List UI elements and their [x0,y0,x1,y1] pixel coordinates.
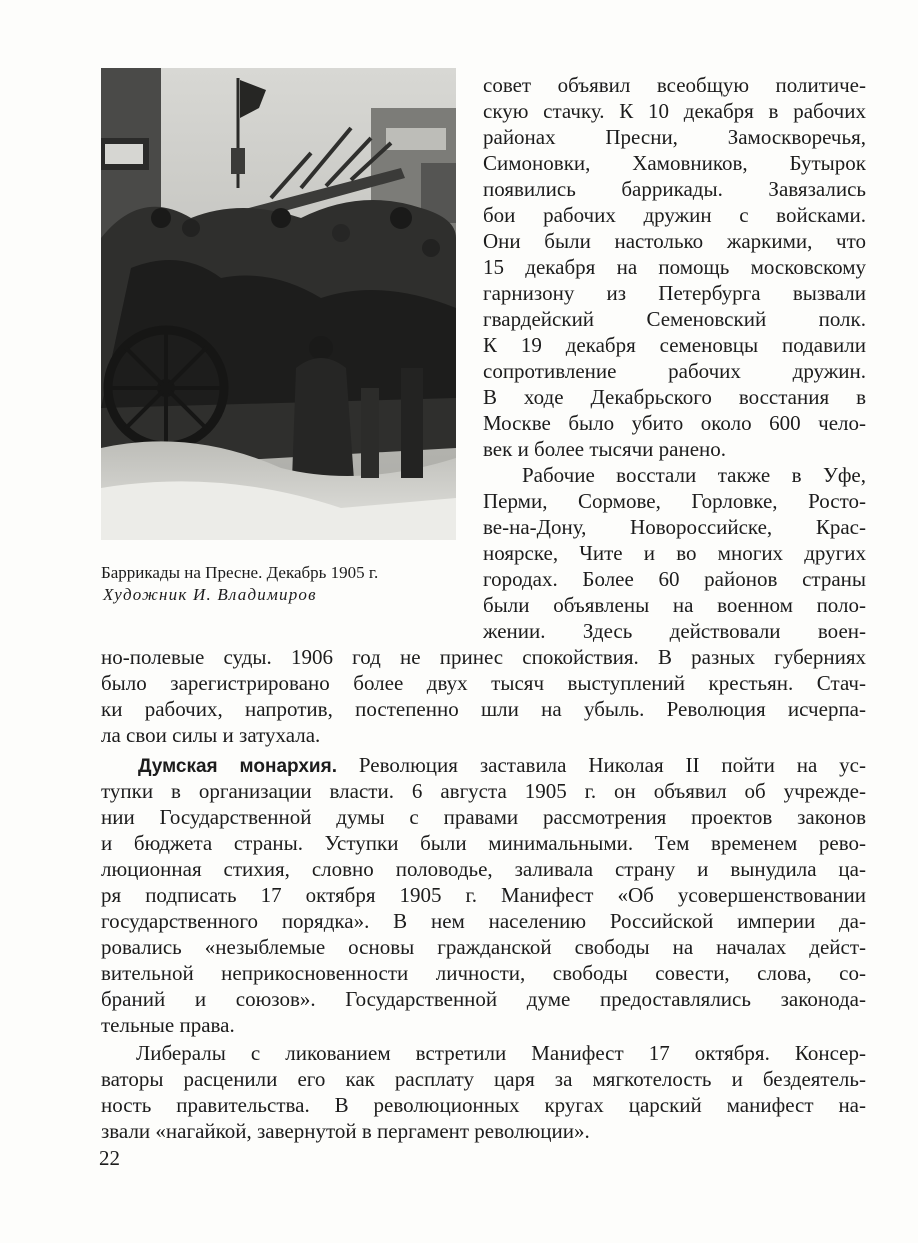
section-first-line-text: Революция заставила Николая II пойти на ус- [358,753,866,777]
column-text-line: районах Пресни, Замоскворечья, [483,125,866,149]
body-text-line: но-полевые суды. 1906 год не принес спокойствия. В разных губерниях [101,645,866,669]
column-text-line: 15 декабря на помощь московскому [483,255,866,279]
body-text-line: люционная стихия, словно половодье, заливала страну и вынудила ца- [101,857,866,881]
column-text-line: ноярске, Чите и во многих других [483,541,866,565]
column-text-line: сопротивление рабочих дружин. [483,359,866,383]
body-text-line: браний и союзов». Государственной думе предоставлялись законода- [101,987,866,1011]
column-text-line: К 19 декабря семеновцы подавили [483,333,866,357]
column-text-line: ве-на-Дону, Новороссийске, Крас- [483,515,866,539]
body-text-line: ки рабочих, напротив, постепенно шли на убыль. Революция исчерпа- [101,697,866,721]
figure-caption [101,562,461,606]
column-text-line: Перми, Сормове, Горловке, Росто- [483,489,866,513]
body-text-line: ность правительства. В революционных кругах царский манифест на- [101,1093,866,1117]
body-text-line: нии Государственной думы с правами рассмотрения проектов законов [101,805,866,829]
column-text-line: совет объявил всеобщую политиче- [483,73,866,97]
body-text-line: тупки в организации власти. 6 августа 1905 г. он объявил об учрежде- [101,779,866,803]
painting-image [101,68,456,540]
body-text-line: и бюджета страны. Уступки были минимальными. Тем временем рево- [101,831,866,855]
body-text-line: ря подписать 17 октября 1905 г. Манифест «Об усовершенствовании [101,883,866,907]
column-text-line: скую стачку. К 10 декабря в рабочих [483,99,866,123]
column-text-line: появились баррикады. Завязались [483,177,866,201]
body-text-line: тельные права. [101,1013,235,1037]
body-text-line: было зарегистрировано более двух тысяч выступлений крестьян. Стач- [101,671,866,695]
column-text-line: были объявлены на военном поло- [483,593,866,617]
page-number: 22 [99,1146,120,1170]
body-text-line: государственного порядка». В нем населению Российской империи да- [101,909,866,933]
body-text-line: ла свои силы и затухала. [101,723,321,747]
column-text-line: жении. Здесь действовали воен- [483,619,866,643]
body-text-line: Либералы с ликованием встретили Манифест 17 октября. Консер- [136,1041,866,1065]
column-text-line: век и более тысячи ранено. [483,437,727,461]
column-text-line: Москве было убито около 600 чело- [483,411,866,435]
section-first-line [138,752,866,778]
column-text-line: Они были настолько жаркими, что [483,229,866,253]
body-text-line: звали «нагайкой, завернутой в пергамент революции». [101,1119,590,1143]
column-text-line: городах. Более 60 районов страны [483,567,866,591]
body-text-line: ваторы расценили его как расплату царя за мягкотелость и бездеятель- [101,1067,866,1091]
column-text-line: Симоновки, Хамовников, Бутырок [483,151,866,175]
section-heading: Думская монархия. [138,756,337,777]
column-text-line: бои рабочих дружин с войсками. [483,203,866,227]
body-text-line: вительной неприкосновенности личности, свободы совести, слова, со- [101,961,866,985]
caption-artist: Художник И. Владимиров [103,585,317,604]
barricades-painting [101,68,456,540]
column-text-line: Рабочие восстали также в Уфе, [522,463,866,487]
column-text-line: гарнизону из Петербурга вызвали [483,281,866,305]
caption-title: Баррикады на Пресне. Декабрь 1905 г. [101,563,379,582]
column-text-line: гвардейский Семеновский полк. [483,307,866,331]
body-text-line: ровались «незыблемые основы гражданской свободы на началах дейст- [101,935,866,959]
column-text-line: В ходе Декабрьского восстания в [483,385,866,409]
